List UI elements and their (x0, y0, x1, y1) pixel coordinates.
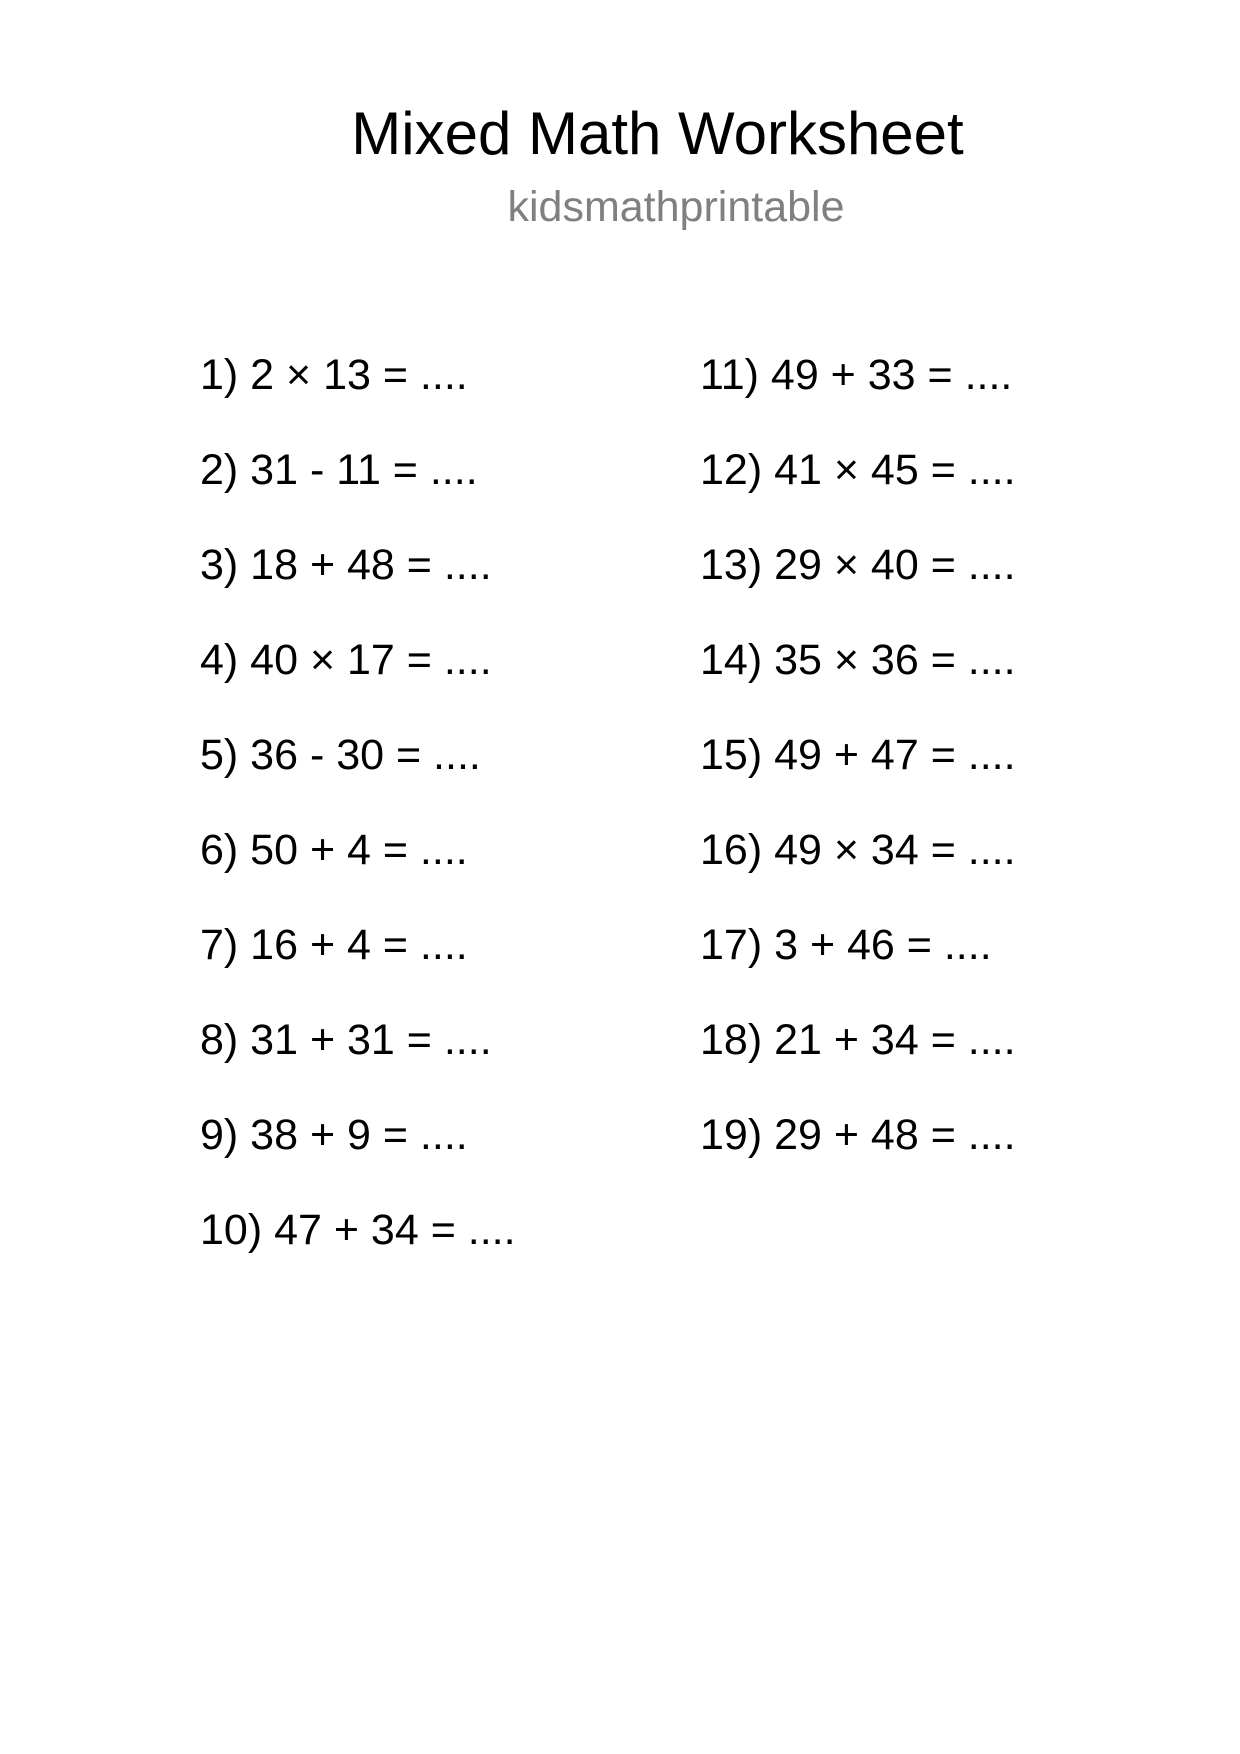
problem-10: 10) 47 + 34 = .... (200, 1206, 516, 1254)
problem-14: 14) 35 × 36 = .... (700, 636, 1016, 684)
worksheet-title: Mixed Math Worksheet (351, 100, 964, 167)
problem-9: 9) 38 + 9 = .... (200, 1111, 468, 1159)
problem-13: 13) 29 × 40 = .... (700, 541, 1016, 589)
problem-11: 11) 49 + 33 = .... (700, 351, 1013, 399)
problem-12: 12) 41 × 45 = .... (700, 446, 1016, 494)
problem-2: 2) 31 - 11 = .... (200, 446, 478, 494)
problem-4: 4) 40 × 17 = .... (200, 636, 492, 684)
problem-1: 1) 2 × 13 = .... (200, 351, 468, 399)
problem-column-left (200, 350, 516, 1300)
worksheet-header (0, 98, 1240, 170)
problem-17: 17) 3 + 46 = .... (700, 921, 992, 969)
problem-5: 5) 36 - 30 = .... (200, 731, 481, 779)
problem-7: 7) 16 + 4 = .... (200, 921, 468, 969)
problem-18: 18) 21 + 34 = .... (700, 1016, 1016, 1064)
problem-15: 15) 49 + 47 = .... (700, 731, 1016, 779)
problem-19: 19) 29 + 48 = .... (700, 1111, 1016, 1159)
problem-8: 8) 31 + 31 = .... (200, 1016, 492, 1064)
worksheet-subtitle: kidsmathprintable (507, 183, 845, 231)
problem-3: 3) 18 + 48 = .... (200, 541, 492, 589)
problem-16: 16) 49 × 34 = .... (700, 826, 1016, 874)
problem-column-right (700, 350, 1016, 1205)
problem-6: 6) 50 + 4 = .... (200, 826, 468, 874)
